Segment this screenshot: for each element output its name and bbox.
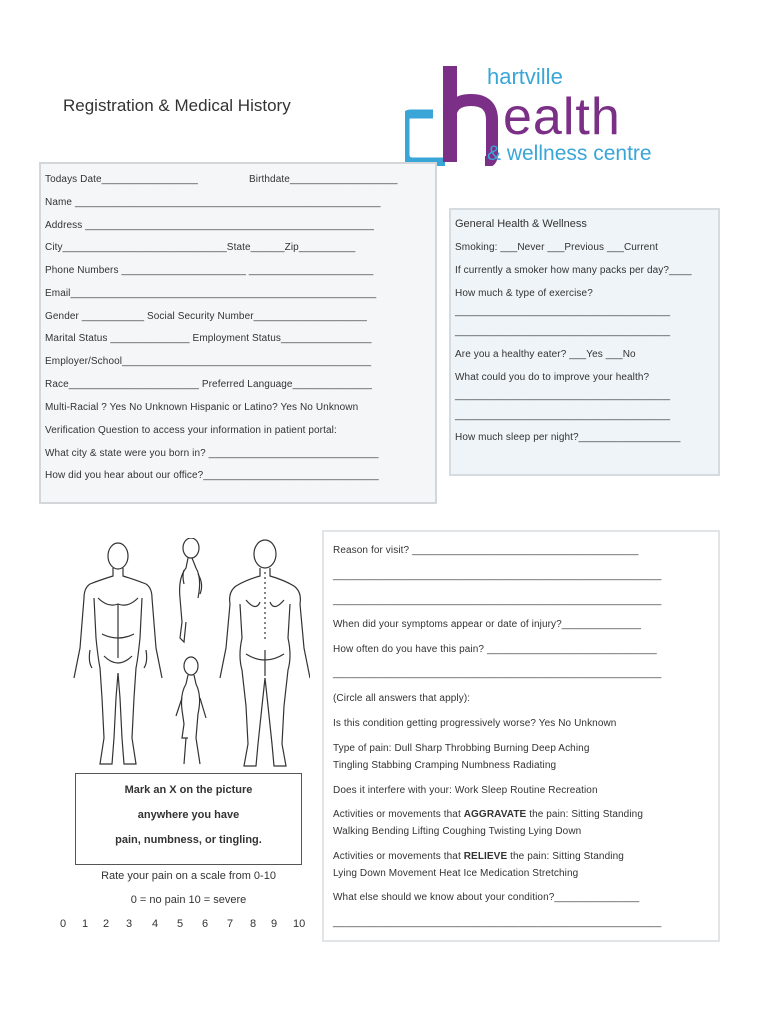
front-body-figure (74, 543, 162, 764)
pain-scale-10[interactable]: 10 (293, 918, 306, 930)
anything-else-field[interactable]: What else should we know about your condition?_______________ (333, 892, 640, 903)
reason-for-visit-field[interactable]: Reason for visit? ________________________________________ (333, 545, 639, 556)
page-title: Registration & Medical History (63, 96, 291, 115)
reason-line-3[interactable]: __________________________________________________________ (333, 595, 662, 606)
exercise-line-2[interactable]: ______________________________________ (455, 326, 671, 337)
phone-numbers-field[interactable]: Phone Numbers ______________________ ______________________ (45, 265, 374, 276)
address-field[interactable]: Address ___________________________________________________ (45, 220, 375, 231)
relieve-line-1[interactable] (333, 851, 624, 862)
pain-scale-9[interactable]: 9 (271, 918, 278, 930)
exercise-line-1[interactable]: ______________________________________ (455, 306, 671, 317)
birthdate-field[interactable]: Birthdate___________________ (249, 174, 398, 185)
pain-scale-0[interactable]: 0 (60, 918, 67, 930)
born-city-field[interactable]: What city & state were you born in? ______________________________ (45, 448, 379, 459)
multiracial-hispanic-options[interactable]: Multi-Racial ? Yes No Unknown Hispanic or Latino? Yes No Unknown (45, 402, 359, 413)
packs-per-day-field[interactable]: If currently a smoker how many packs per day?____ (455, 265, 692, 276)
pain-scale-7[interactable]: 7 (227, 918, 234, 930)
relieve-suffix: the pain: Sitting Standing (507, 851, 624, 862)
visit-section (322, 530, 720, 942)
exercise-label: How much & type of exercise? (455, 288, 593, 299)
side-body-figure-upper (180, 538, 202, 642)
logo-word-text: ealth (503, 88, 621, 146)
instruction-line-1: Mark an X on the picture (124, 784, 253, 796)
marital-employment-field[interactable]: Marital Status ______________ Employment Status________________ (45, 333, 372, 344)
anything-else-line-2[interactable]: __________________________________________________________ (333, 917, 662, 928)
frequency-line-2[interactable]: __________________________________________________________ (333, 668, 662, 679)
smoking-options[interactable]: Smoking: ___Never ___Previous ___Current (455, 242, 658, 253)
todays-date-field[interactable]: Todays Date_________________ (45, 174, 198, 185)
pain-frequency-field[interactable]: How often do you have this pain? ______________________________ (333, 644, 657, 655)
aggravate-suffix: the pain: Sitting Standing (526, 809, 643, 820)
back-body-figure (220, 540, 310, 766)
clinic-logo (405, 62, 720, 166)
race-language-field[interactable]: Race_______________________ Preferred Language______________ (45, 379, 372, 390)
email-field[interactable]: Email______________________________________________________ (45, 288, 377, 299)
employer-field[interactable]: Employer/School____________________________________________ (45, 356, 372, 367)
pain-scale-1[interactable]: 1 (82, 918, 89, 930)
healthy-eater-options[interactable]: Are you a healthy eater? ___Yes ___No (455, 349, 636, 360)
side-body-figure-lower (176, 657, 206, 764)
improve-health-label: What could you do to improve your health? (455, 372, 650, 383)
pain-type-options-2[interactable]: Tingling Stabbing Cramping Numbness Radiating (333, 760, 557, 771)
reason-line-2[interactable]: __________________________________________________________ (333, 570, 662, 581)
aggravate-line-1[interactable] (333, 809, 643, 820)
name-field[interactable]: Name ______________________________________________________ (45, 197, 381, 208)
circle-instruction: (Circle all answers that apply): (333, 693, 471, 704)
pain-scale-8[interactable]: 8 (250, 918, 257, 930)
symptoms-date-field[interactable]: When did your symptoms appear or date of injury?______________ (333, 619, 642, 630)
city-state-zip-field[interactable]: City_____________________________State______Zip__________ (45, 242, 356, 253)
aggravate-prefix: Activities or movements that (333, 809, 464, 820)
sleep-field[interactable]: How much sleep per night?__________________ (455, 432, 681, 443)
pain-scale-numbers[interactable] (60, 918, 310, 934)
aggravate-keyword: AGGRAVATE (463, 809, 527, 820)
general-health-heading: General Health & Wellness (455, 218, 587, 230)
improve-line-1[interactable]: ______________________________________ (455, 390, 671, 401)
pain-scale-label: Rate your pain on a scale from 0-10 (101, 870, 276, 882)
relieve-line-2[interactable]: Lying Down Movement Heat Ice Medication Stretching (333, 868, 579, 879)
progressive-options[interactable]: Is this condition getting progressively worse? Yes No Unknown (333, 718, 617, 729)
gender-ssn-field[interactable]: Gender ___________ Social Security Number____________________ (45, 311, 367, 322)
pain-scale-5[interactable]: 5 (177, 918, 184, 930)
relieve-keyword: RELIEVE (463, 851, 508, 862)
logo-bottom-text: & wellness centre (487, 142, 652, 165)
logo-top-text: hartville (487, 64, 563, 89)
pain-scale-3[interactable]: 3 (126, 918, 133, 930)
body-diagram[interactable] (70, 538, 310, 770)
instruction-line-3: pain, numbness, or tingling. (115, 834, 262, 846)
pain-scale-legend: 0 = no pain 10 = severe (130, 894, 247, 906)
improve-line-2[interactable]: ______________________________________ (455, 410, 671, 421)
pain-scale-6[interactable]: 6 (202, 918, 209, 930)
pain-scale-4[interactable]: 4 (152, 918, 159, 930)
instruction-line-2: anywhere you have (137, 809, 240, 821)
hear-about-field[interactable]: How did you hear about our office?_______________________________ (45, 470, 379, 481)
pain-type-options-1[interactable]: Type of pain: Dull Sharp Throbbing Burning Deep Aching (333, 743, 590, 754)
relieve-prefix: Activities or movements that (333, 851, 464, 862)
verification-label: Verification Question to access your information in patient portal: (45, 425, 337, 436)
aggravate-line-2[interactable]: Walking Bending Lifting Coughing Twisting Lying Down (333, 826, 582, 837)
pain-scale-2[interactable]: 2 (103, 918, 110, 930)
interfere-options[interactable]: Does it interfere with your: Work Sleep Routine Recreation (333, 785, 598, 796)
